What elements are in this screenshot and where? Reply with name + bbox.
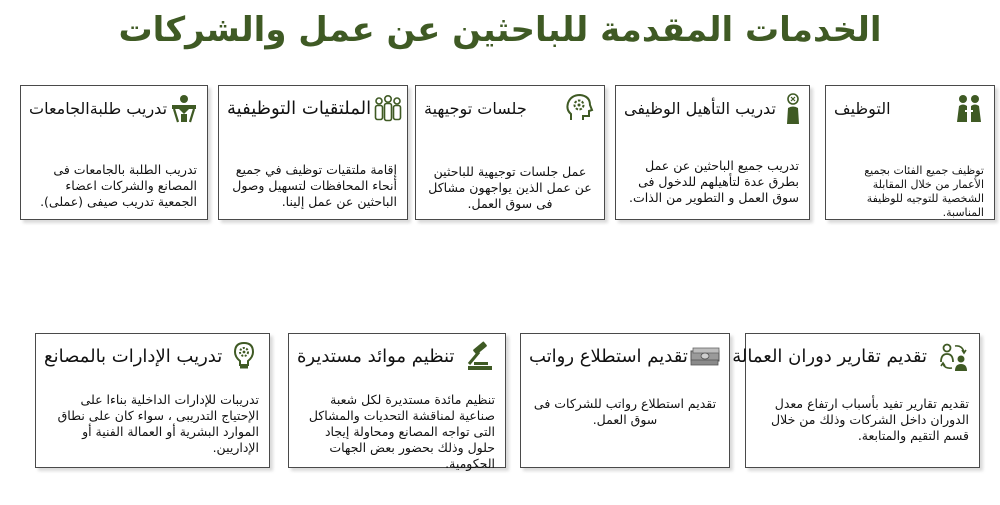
card-description: عمل جلسات توجيهية للباحثين عن عمل الذين يواجهون مشاكل فى سوق العمل. — [428, 164, 592, 211]
service-card-orientation — [415, 85, 605, 220]
service-card-employment — [825, 85, 995, 220]
card-header — [834, 90, 986, 126]
card-title: جلسات توجيهية — [424, 98, 527, 118]
card-description: تنظيم مائدة مستديرة لكل شعبة صناعية لمناقشة التحديات والمشاكل التى تواجه المصانع ومحاولة إيجاد حلول وذلك بحضور بعض الجهات الحكومية. — [308, 392, 495, 471]
card-description: تقديم تقارير تفيد بأسباب ارتفاع معدل الدوران داخل الشركات وذلك من خلال قسم التقيم والمتابعة. — [771, 396, 969, 443]
card-title: تقديم تقارير دوران العمالة — [732, 345, 927, 367]
group-people-icon — [371, 91, 405, 125]
training-board-icon — [167, 91, 201, 125]
card-description: تدريب الطلبة بالجامعات فى المصانع والشركات اعضاء الجمعية تدريب صيفى (عملى). — [40, 162, 197, 209]
card-description: تدريب جميع الباحثين عن عمل بطرق عدة لتأهيلهم للدخول فى سوق العمل و التطوير من الذات. — [629, 158, 799, 205]
service-card-job-fairs — [218, 85, 408, 220]
card-header — [44, 338, 261, 374]
card-description: توظيف جميع الفئات بجميع الأعمار من خلال المقابلة الشخصية للتوجيه للوظيفة المناسبة. — [864, 164, 984, 219]
card-header — [29, 90, 199, 126]
card-title: الملتقيات التوظيفية — [227, 97, 372, 119]
card-title: التوظيف — [834, 98, 891, 118]
service-card-student-training — [20, 85, 208, 220]
gavel-icon — [463, 339, 497, 373]
card-description: تقديم استطلاع رواتب للشركات فى سوق العمل. — [533, 396, 717, 427]
head-gear-icon — [562, 91, 596, 125]
card-header — [529, 338, 721, 374]
person-lightbulb-icon — [776, 91, 810, 125]
service-card-salary-survey — [520, 333, 730, 468]
service-card-career-training — [615, 85, 810, 220]
card-header — [227, 90, 399, 126]
card-title: تدريب الإدارات بالمصانع — [44, 345, 223, 367]
card-title: تدريب التأهيل الوظيفى — [624, 98, 776, 118]
card-header — [624, 90, 801, 126]
page-title: الخدمات المقدمة للباحثين عن عمل والشركات — [118, 10, 882, 50]
card-header — [297, 338, 497, 374]
card-description: تدريبات للإدارات الداخلية بناءا على الإحتياج التدريبى ، سواء كان على نطاق الموارد البشرية أو العمالة الفنية أو الإداريين. — [57, 392, 259, 455]
card-description: إقامة ملتقيات توظيف في جميع أنحاء المحافظات لتسهيل وصول الباحثين عن عمل إلينا. — [232, 162, 397, 209]
turnover-people-icon — [937, 339, 971, 373]
people-meeting-icon — [952, 91, 986, 125]
card-header — [424, 90, 596, 126]
card-title: تدريب طلبةالجامعات — [29, 98, 168, 118]
card-title: تنظيم موائد مستديرة — [297, 345, 455, 367]
card-title: تقديم استطلاع رواتب — [529, 345, 688, 367]
lightbulb-gear-icon — [227, 339, 261, 373]
money-stack-icon — [688, 339, 722, 373]
service-card-round-tables — [288, 333, 506, 471]
card-header — [732, 338, 971, 374]
service-card-turnover-reports — [732, 333, 980, 468]
service-card-management-training — [35, 333, 270, 468]
